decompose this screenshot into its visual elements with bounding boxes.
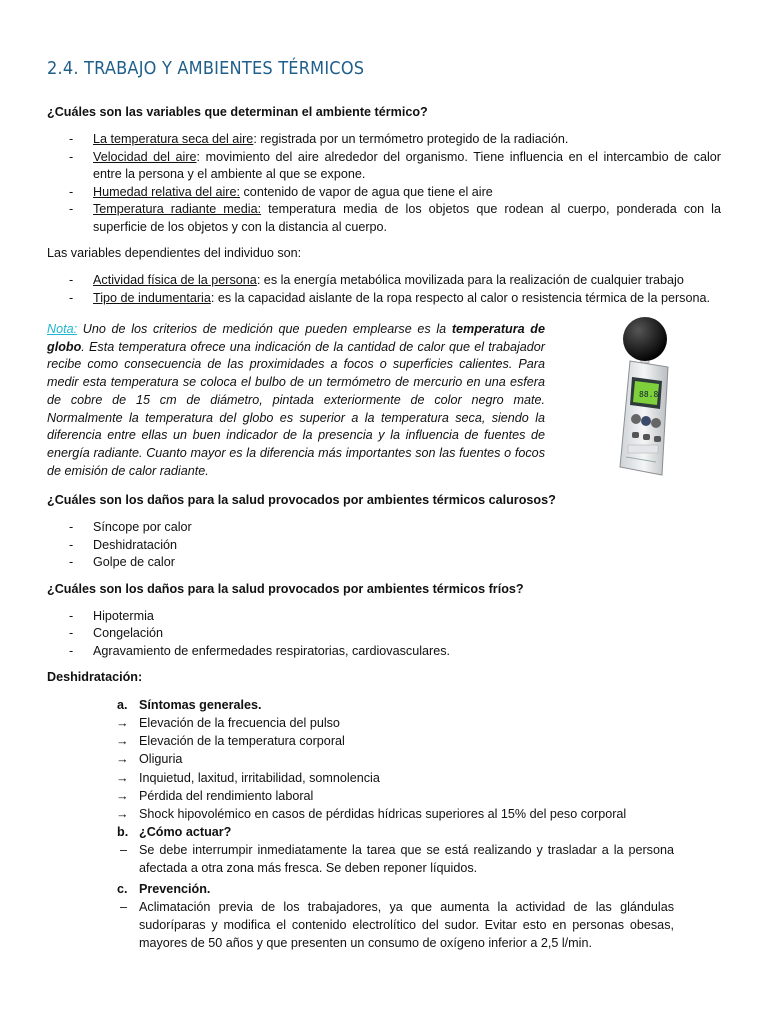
- note-text: Uno de los criterios de medición que pueden emplearse es la: [77, 322, 452, 336]
- section-b-label: [117, 823, 721, 841]
- definition: temperatura media de los objetos que rodean al cuerpo, ponderada con la superficie de los objetos y con la distancia al cuerpo.: [93, 202, 721, 234]
- globe-thermometer-device-icon: [592, 317, 702, 477]
- prevention-list: [47, 898, 721, 953]
- list-item: [116, 787, 721, 805]
- list-item: [47, 608, 721, 626]
- dehydration-action: [117, 823, 721, 841]
- item-text: Congelación: [93, 626, 164, 640]
- svg-text:88.8: 88.8: [639, 390, 659, 399]
- dash-bullet: -: [69, 290, 74, 305]
- arrow-bullet-icon: →: [116, 770, 129, 785]
- document-body: [47, 103, 721, 954]
- term: La temperatura seca del aire: [93, 132, 254, 146]
- item-text: Hipotermia: [93, 608, 154, 623]
- section-title: 2.4. TRABAJO Y AMBIENTES TÉRMICOS: [47, 58, 365, 79]
- list-item: [116, 750, 721, 768]
- list-item: [47, 554, 721, 572]
- dash-bullet: -: [69, 132, 74, 146]
- list-item: [47, 519, 721, 537]
- arrow-bullet-icon: →: [116, 752, 129, 767]
- arrow-bullet-icon: →: [116, 716, 129, 730]
- list-item: [47, 149, 721, 184]
- dash-bullet: -: [69, 626, 74, 640]
- definition: : es la capacidad aislante de la ropa respecto al calor o resistencia térmica de la persona.: [210, 290, 710, 305]
- list-item: [116, 898, 674, 953]
- symptoms-list: [47, 714, 721, 823]
- list-item: [47, 131, 721, 149]
- dash-bullet: -: [69, 520, 74, 534]
- dehydration-prevention: [117, 880, 721, 898]
- list-letter: b.: [117, 825, 129, 840]
- list-item: [116, 714, 721, 732]
- item-text: Shock hipovolémico en casos de pérdidas hídricas superiores al 15% del peso corporal: [139, 807, 627, 822]
- question-hot: ¿Cuáles son los daños para la salud provocados por ambientes térmicos calurosos?: [47, 493, 556, 507]
- subheading: Prevención.: [139, 881, 211, 896]
- dash-bullet: -: [69, 608, 74, 623]
- term: Velocidad del aire: [93, 149, 197, 164]
- list-letter: c.: [117, 881, 128, 896]
- item-text: Oliguria: [139, 752, 183, 767]
- item-text: Se debe interrumpir inmediatamente la tarea que se está realizando y trasladar a la persona afectada a otra zona más fresca. Se deben reponer líquidos.: [139, 843, 674, 876]
- dash-bullet: -: [69, 184, 74, 199]
- question-variables: ¿Cuáles son las variables que determinan el ambiente térmico?: [47, 105, 428, 119]
- item-text: Deshidratación: [93, 537, 178, 552]
- note-section: [47, 321, 721, 491]
- list-item: [47, 201, 721, 236]
- variables-list: [47, 131, 721, 236]
- list-item: [116, 732, 721, 750]
- section-c-label: [117, 880, 721, 898]
- dash-bullet: -: [69, 555, 74, 569]
- list-item: [47, 643, 721, 661]
- item-text: Aclimatación previa de los trabajadores, ya que aumenta la actividad de las glándulas sudoríparas y modifica el contenido electrolítico del sudor. Evitar esto en personas obesas, mayores de 50 años y que presenten un consumo de oxígeno inferior a 2,5 l/min.: [139, 899, 674, 951]
- hot-damage-list: [47, 519, 721, 572]
- item-text: Elevación de la frecuencia del pulso: [139, 716, 340, 730]
- item-text: Pérdida del rendimiento laboral: [139, 788, 314, 803]
- list-item: [47, 272, 721, 290]
- note-text: . Esta temperatura ofrece una indicación de la cantidad de calor que el trabajador recibe como consecuencia de las proximidades a focos o superficies calientes. Para medir esta temperatura se coloca el bulbo de un termómetro de mercurio en una esfera de cobre de 15 cm de diámetro, pintada exteriormente de color negro mate. Normalmente la temperatura del globo es superior a la temperatura seca, siendo la diferencia entre ellas un buen indicador de la presencia y la influencia de fuentes de energía radiante. Cuanto mayor es la diferencia más importantes son las fuentes o focos de emisión de calor radiante.: [47, 339, 545, 478]
- endash-bullet: –: [120, 899, 128, 914]
- dependent-list: [47, 272, 721, 307]
- note-label: Nota:: [47, 322, 78, 336]
- definition: contenido de vapor de agua que tiene el aire: [240, 184, 493, 199]
- list-item: [116, 769, 721, 787]
- arrow-bullet-icon: →: [116, 807, 129, 822]
- dehydration-symptoms: [117, 696, 721, 714]
- item-text: Golpe de calor: [93, 555, 175, 569]
- definition: : registrada por un termómetro protegido de la radiación.: [253, 132, 569, 146]
- definition: : es la energía metabólica movilizada para la realización de cualquier trabajo: [256, 273, 684, 287]
- term: Tipo de indumentaria: [93, 290, 211, 305]
- dash-bullet: -: [69, 643, 74, 658]
- list-item: [47, 290, 721, 308]
- dash-bullet: -: [69, 149, 74, 164]
- dehydration-heading: Deshidratación:: [47, 670, 143, 684]
- list-letter: a.: [117, 698, 128, 712]
- dash-bullet: -: [69, 537, 74, 552]
- dash-bullet: -: [69, 273, 74, 287]
- item-text: Síncope por calor: [93, 520, 192, 534]
- question-cold: ¿Cuáles son los daños para la salud provocados por ambientes térmicos fríos?: [47, 581, 524, 596]
- dash-bullet: -: [69, 202, 74, 216]
- note-bold-term: temperatura de globo: [47, 322, 545, 354]
- list-item: [116, 805, 721, 823]
- endash-bullet: –: [120, 843, 128, 858]
- subheading: ¿Cómo actuar?: [139, 825, 232, 840]
- item-text: Inquietud, laxitud, irritabilidad, somnolencia: [139, 770, 380, 785]
- term: Temperatura radiante media:: [93, 202, 262, 216]
- arrow-bullet-icon: →: [116, 734, 129, 749]
- action-list: [47, 841, 721, 877]
- arrow-bullet-icon: →: [116, 788, 129, 803]
- list-item: [116, 841, 674, 877]
- cold-damage-list: [47, 608, 721, 661]
- list-item: [47, 625, 721, 643]
- term: Humedad relativa del aire:: [93, 184, 241, 199]
- dependent-intro: Las variables dependientes del individuo son:: [47, 246, 302, 260]
- definition: : movimiento del aire alrededor del organismo. Tiene influencia en el intercambio de calor entre la persona y el ambiente al que se expone.: [93, 149, 722, 181]
- subheading: Síntomas generales.: [139, 698, 262, 712]
- item-text: Elevación de la temperatura corporal: [139, 734, 345, 749]
- list-item: [47, 184, 721, 202]
- note-paragraph: [47, 321, 545, 480]
- list-item: [47, 537, 721, 555]
- item-text: Agravamiento de enfermedades respiratorias, cardiovasculares.: [93, 643, 451, 658]
- term: Actividad física de la persona: [93, 273, 257, 287]
- section-a-label: [117, 696, 721, 714]
